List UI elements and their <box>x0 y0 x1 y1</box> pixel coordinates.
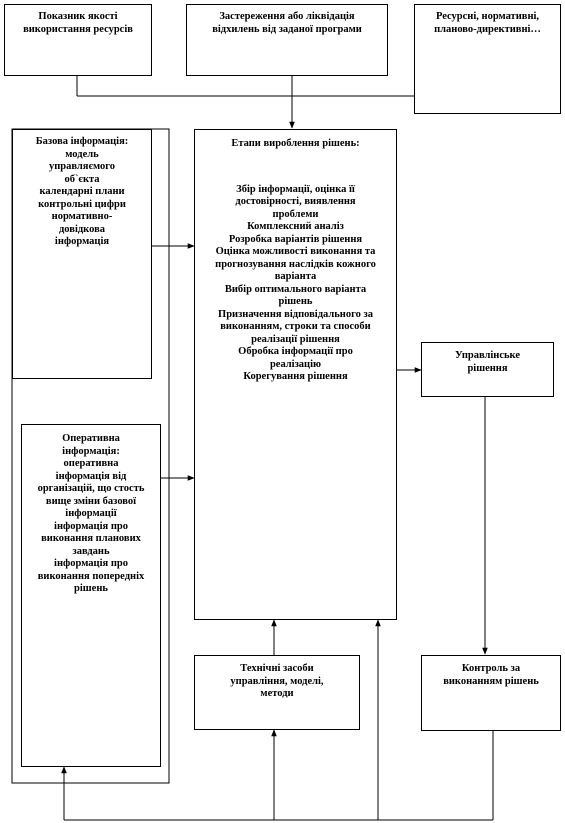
stages-item: Вибір оптимального варіанта рішень <box>224 283 367 307</box>
base-info-line: контрольні цифри <box>38 198 126 210</box>
base-info-line: довідкова <box>58 223 106 235</box>
warnings-text: Застереження або ліквідація відхилень від заданої програми <box>212 11 362 35</box>
base-info-line: нормативно- <box>51 211 113 222</box>
decision-box <box>421 342 554 397</box>
tools-text: Технічні засоби управління, моделі, методи <box>230 663 324 699</box>
stages-item: Збір інформації, оцінка її достовірності, виявлення проблеми <box>235 183 356 220</box>
control-box <box>421 655 561 731</box>
indicators-box <box>4 4 152 76</box>
operative-info-text <box>22 425 160 596</box>
stages-title: Етапи вироблення рішень: <box>231 138 360 149</box>
resources-text: Ресурсні, нормативні, планово-директивні… <box>434 11 541 35</box>
warnings-box <box>186 4 388 76</box>
stages-item: Розробка варіантів рішення <box>228 233 363 245</box>
decision-text: Управлінське рішення <box>454 350 521 374</box>
resources-box <box>414 4 561 114</box>
stages-item: Комплексний аналіз <box>247 221 344 232</box>
stages-box <box>194 129 397 620</box>
operative-info-box <box>21 424 161 767</box>
operative-line: Оперативна інформація: <box>62 433 120 457</box>
stages-item: Корегування рішення <box>243 371 348 382</box>
base-info-line: управляємого <box>48 161 116 172</box>
tools-box <box>194 655 360 730</box>
stages-item: Оцінка можливості виконання та прогнозування наслідків кожного варіанта <box>215 246 376 282</box>
base-info-text <box>13 130 151 249</box>
base-info-box <box>12 129 152 379</box>
base-info-line: Базова інформація: <box>35 136 129 147</box>
operative-line: інформація про виконання попередніх рішень <box>37 558 145 594</box>
base-info-line: модель <box>65 148 99 160</box>
base-info-line: об`єкта <box>64 173 100 185</box>
operative-line: оперативна <box>63 458 119 469</box>
control-text: Контроль за виконанням рішень <box>443 663 539 687</box>
base-info-line: календарні плани <box>39 186 125 197</box>
stages-item: Обробка інформації про реалізацію <box>238 346 353 370</box>
base-info-line: інформація <box>54 236 110 247</box>
operative-line: інформація про виконання планових завдань <box>41 520 141 557</box>
stages-list <box>195 151 396 384</box>
indicators-text: Показник якості використання ресурсів <box>23 11 133 35</box>
operative-line: інформація від організацій, що стость вище зміни базової інформації <box>37 470 145 519</box>
stages-item: Призначення відповідального за виконанням, строки та способи реалізації рішення <box>218 308 373 345</box>
